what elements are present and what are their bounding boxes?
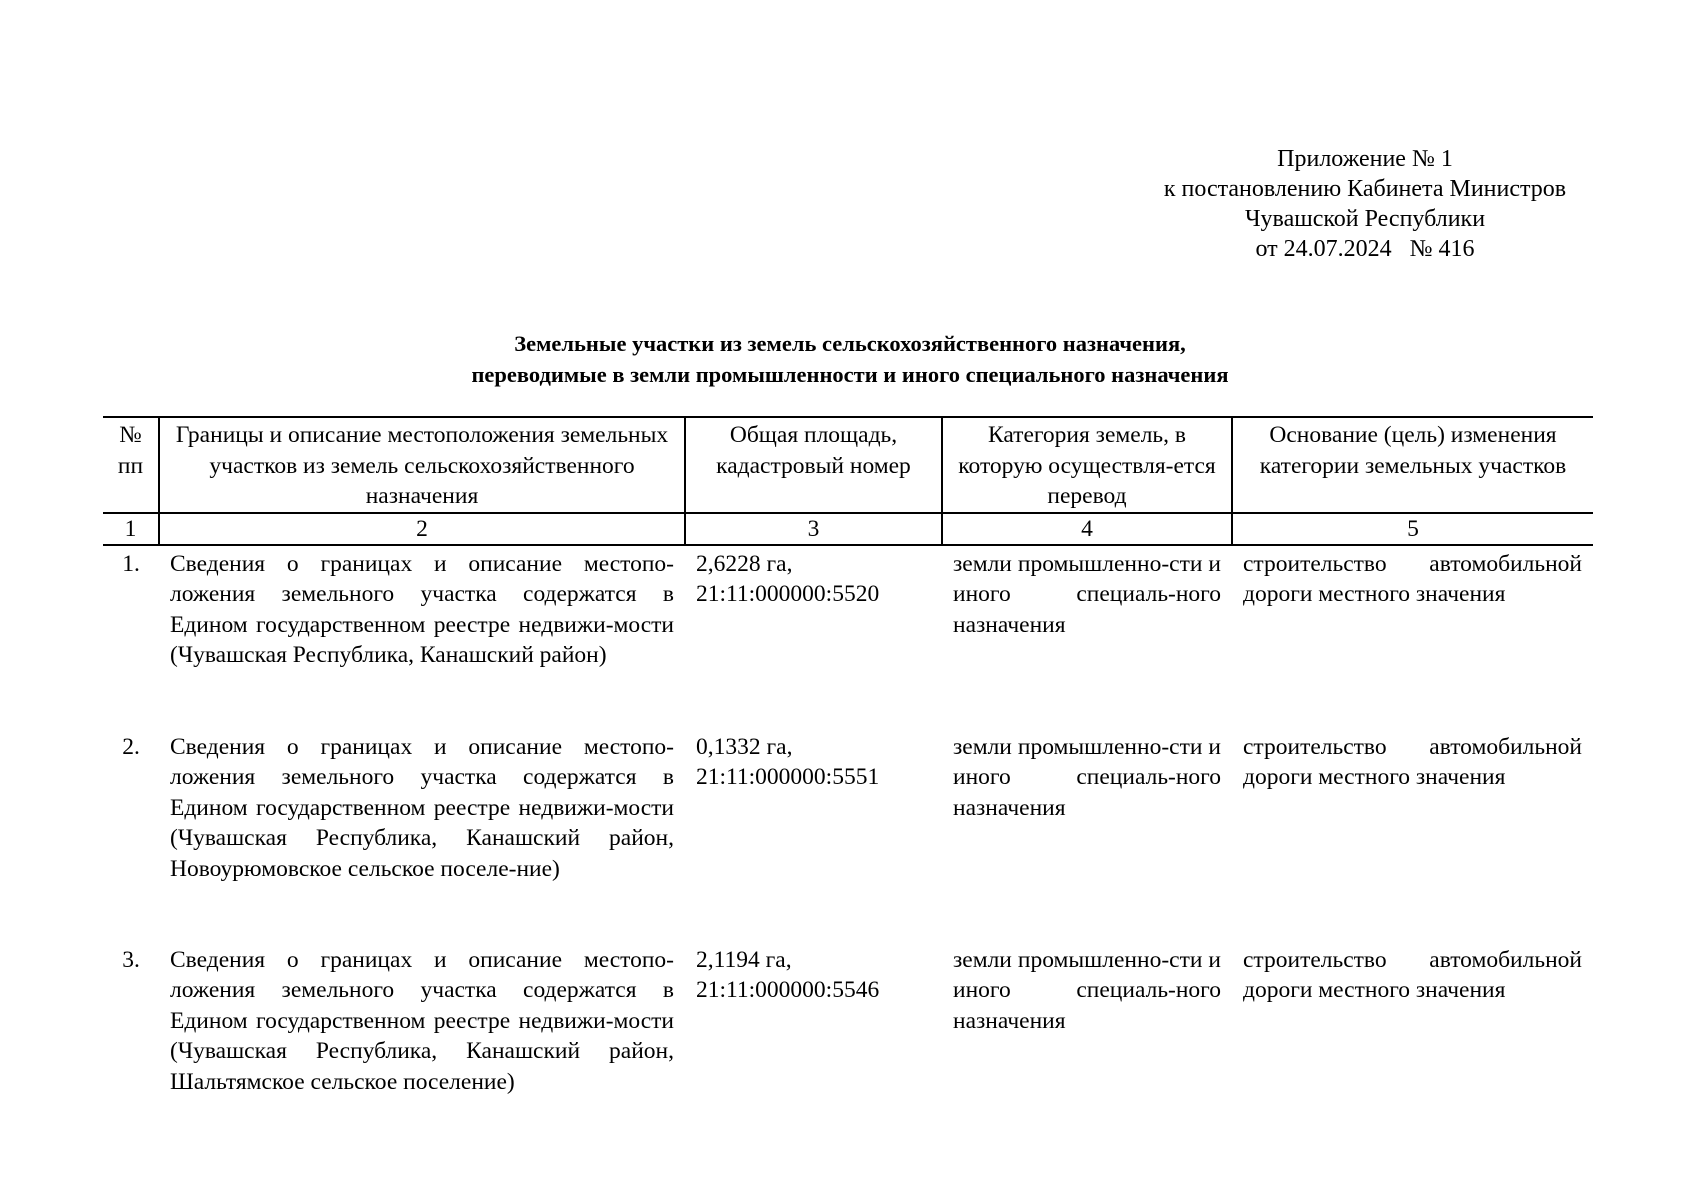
row-purpose: строительство автомобильной дороги местного значения: [1243, 550, 1582, 607]
row-cadastral-number: 21:11:000000:5546: [696, 977, 880, 1003]
title-line-2: переводимые в земли промышленности и иного специального назначения: [471, 362, 1229, 387]
appendix-number: Приложение № 1: [1277, 146, 1453, 172]
row-area-cadastral: [685, 729, 942, 942]
row-category: земли промышленно-сти и иного специаль-ного назначения: [953, 733, 1221, 821]
header-description: Границы и описание местоположения земельных участков из земель сельскохозяйственного назначения: [159, 417, 685, 513]
appendix-header: [1100, 144, 1630, 264]
row-description: Сведения о границах и описание местопо-ложения земельного участка содержатся в Едином государственном реестре недвижи-мости (Чувашская Республика, Канашский район): [170, 550, 674, 668]
row-area-cadastral: [685, 942, 942, 1098]
title-line-1: Земельные участки из земель сельскохозяйственного назначения,: [514, 331, 1186, 356]
column-number: 2: [159, 513, 685, 545]
row-purpose: строительство автомобильной дороги местного значения: [1243, 946, 1582, 1003]
row-area: 0,1332 га,: [696, 733, 793, 760]
row-area: 2,1194 га,: [696, 946, 792, 973]
header-number: № пп: [103, 417, 159, 513]
land-plots-table: [103, 416, 1593, 1097]
column-numbers-row: [103, 513, 1593, 545]
row-category: земли промышленно-сти и иного специаль-ного назначения: [953, 550, 1221, 638]
row-number: 3.: [122, 946, 140, 973]
appendix-resolution: к постановлению Кабинета Министров: [1163, 176, 1567, 202]
table-row: [103, 942, 1593, 1098]
column-number: 3: [685, 513, 942, 545]
row-description: Сведения о границах и описание местопо-ложения земельного участка содержатся в Едином государственном реестре недвижи-мости (Чувашская Республика, Канашский район, Шальтямское сельское поселение): [170, 946, 674, 1095]
column-number: 5: [1232, 513, 1593, 545]
column-number: 1: [103, 513, 159, 545]
row-description: Сведения о границах и описание местопо-ложения земельного участка содержатся в Едином государственном реестре недвижи-мости (Чувашская Республика, Канашский район, Новоурюмовское сельское поселе-ние): [170, 733, 674, 882]
row-area-cadastral: [685, 545, 942, 729]
row-category: земли промышленно-сти и иного специаль-ного назначения: [953, 946, 1221, 1034]
row-cadastral-number: 21:11:000000:5520: [696, 581, 880, 607]
row-number: 1.: [122, 550, 140, 577]
header-area: Общая площадь, кадастровый номер: [685, 417, 942, 513]
row-cadastral-number: 21:11:000000:5551: [696, 764, 880, 790]
row-number: 2.: [122, 733, 140, 760]
appendix-republic: Чувашской Республики: [1244, 206, 1486, 232]
table-row: [103, 545, 1593, 729]
row-purpose: строительство автомобильной дороги местного значения: [1243, 733, 1582, 790]
header-purpose: Основание (цель) изменения категории земельных участков: [1232, 417, 1593, 513]
table-header-row: [103, 417, 1593, 513]
header-category: Категория земель, в которую осуществля-ется перевод: [942, 417, 1232, 513]
column-number: 4: [942, 513, 1232, 545]
table-row: [103, 729, 1593, 942]
row-area: 2,6228 га,: [696, 550, 793, 577]
document-title: [100, 328, 1600, 390]
appendix-date-number: от 24.07.2024 № 416: [1255, 236, 1475, 262]
